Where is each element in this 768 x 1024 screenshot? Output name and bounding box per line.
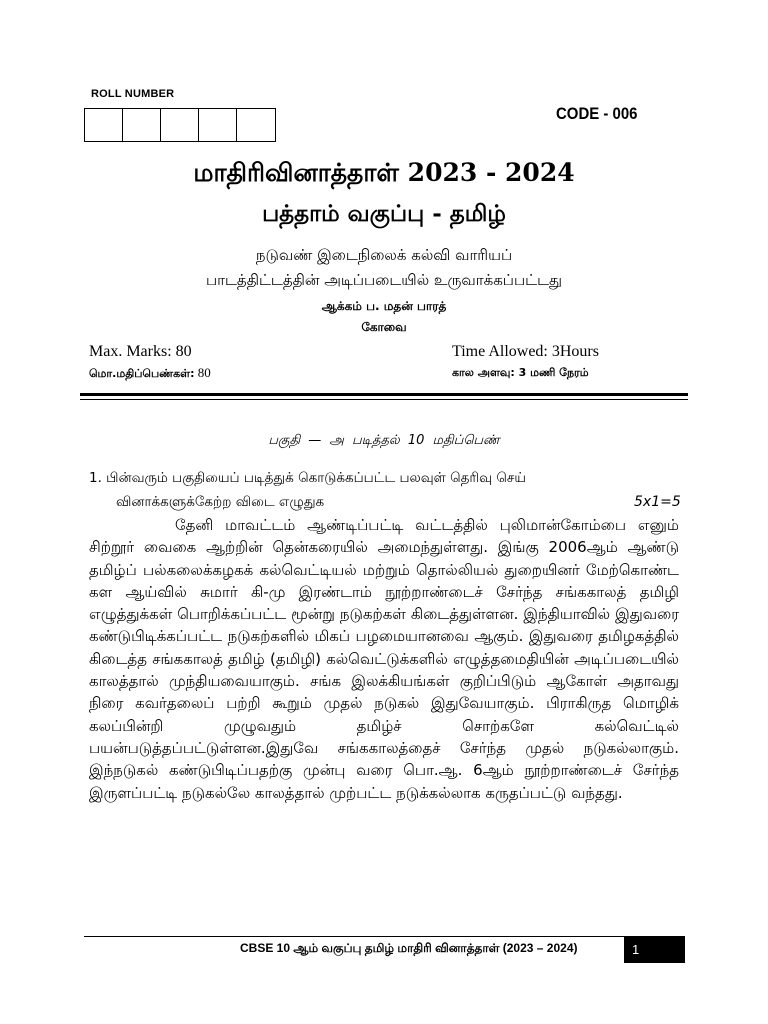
syllabus-line: பாடத்திட்டத்தின் அடிப்படையில் உருவாக்கப்பட்டது [205,271,563,289]
max-marks-tamil [89,365,211,382]
roll-number-boxes [84,108,276,142]
max-marks-tamil-label: மொ.மதிப்பெண்கள்: [89,367,195,380]
roll-number-box [123,109,161,141]
page-number-badge [624,936,685,963]
author-line: ஆக்கம் ப. மதன் பாரத் [321,299,447,313]
board-line: நடுவண் இடைநிலைக் கல்வி வாரியப் [255,246,513,264]
paper-subject: பத்தாம் வகுப்பு - தமிழ் [262,200,506,227]
paper-code: CODE - 006 [556,104,638,123]
question-1-instruction: 1. பின்வரும் பகுதியைப் படித்துக் கொடுக்கப்பட்ட பலவுள் தெரிவு செய் [89,470,526,486]
time-allowed-tamil: கால அளவு: 3 மணி நேரம் [452,366,589,379]
header-divider-thin [80,399,688,400]
reading-passage: தேனி மாவட்டம் ஆண்டிப்பட்டி வட்டத்தில் புலிமான்கோம்பை எனும் சிற்றூர் வைகை ஆற்றின் தென்கரையில் அமைந்துள்ளது. இங்கு 2006ஆம் ஆண்டு தமிழ்ப் பல்கலைக்கழகக் கல்வெட்டியல் மற்றும் தொல்லியல் துறையினர் மேற்கொண்ட கள ஆய்வில் சுமார் கி-மு இரண்டாம் நூற்றாண்டைச் சேர்ந்த சங்ககாலத் தமிழி எழுத்துக்கள் பொறிக்கப்பட்ட மூன்று நடுகற்கள் கிடைத்துள்ளன. இந்தியாவில் இதுவரை கண்டுபிடிக்கப்பட்ட நடுகற்களில் மிகப் பழமையானவை ஆகும். இதுவரை தமிழகத்தில் கிடைத்த சங்ககாலத் தமிழ் (தமிழி) கல்வெட்டுக்களில் எழுத்தமைதியின் அடிப்படையில் காலத்தால் முந்தியவையாகும். சங்க இலக்கியங்கள் குறிப்பிடும் ஆகோள் அதாவது நிரை கவர்தலைப் பற்றி கூறும் முதல் நடுகல் இதுவேயாகும். பிராகிருத மொழிக் கலப்பின்றி முழுவதும் தமிழ்ச் சொற்களே கல்வெட்டில் பயன்படுத்தப்பட்டுள்ளன.இதுவே சங்ககாலத்தைச் சேர்ந்த முதல் நடுகல்லாகும். இந்நடுகல் கண்டுபிடிப்பதற்கு முன்பு வரை பொ.ஆ. 6ஆம் நூற்றாண்டைச் சேர்ந்த இருளப்பட்டி நடுகல்லே காலத்தால் முற்பட்ட நடுக்கல்லாக கருதப்பட்டு வந்தது. [89,516,679,802]
time-allowed: Time Allowed: 3Hours [452,343,599,360]
place-line: கோவை [361,320,407,334]
question-1-instruction-cont: வினாக்களுக்கேற்ற விடை எழுதுக [116,494,325,510]
section-heading: பகுதி — அ படித்தல் 10 மதிப்பெண் [268,433,500,448]
roll-number-box [199,109,237,141]
header-divider-thick [80,393,688,396]
roll-number-box [85,109,123,141]
max-marks-tamil-value: 80 [194,365,211,380]
roll-number-box [237,109,275,141]
paper-title: மாதிரிவினாத்தாள் 2023 - 2024 [193,158,575,187]
roll-number-label: ROLL NUMBER [91,88,175,100]
question-1-marks: 5x1=5 [634,494,681,510]
page-number: 1 [632,942,640,957]
footer-divider [84,936,684,937]
roll-number-box [161,109,199,141]
footer-text: CBSE 10 ஆம் வகுப்பு தமிழ் மாதிரி வினாத்தாள் (2023 – 2024) [240,941,578,955]
max-marks: Max. Marks: 80 [89,343,192,360]
